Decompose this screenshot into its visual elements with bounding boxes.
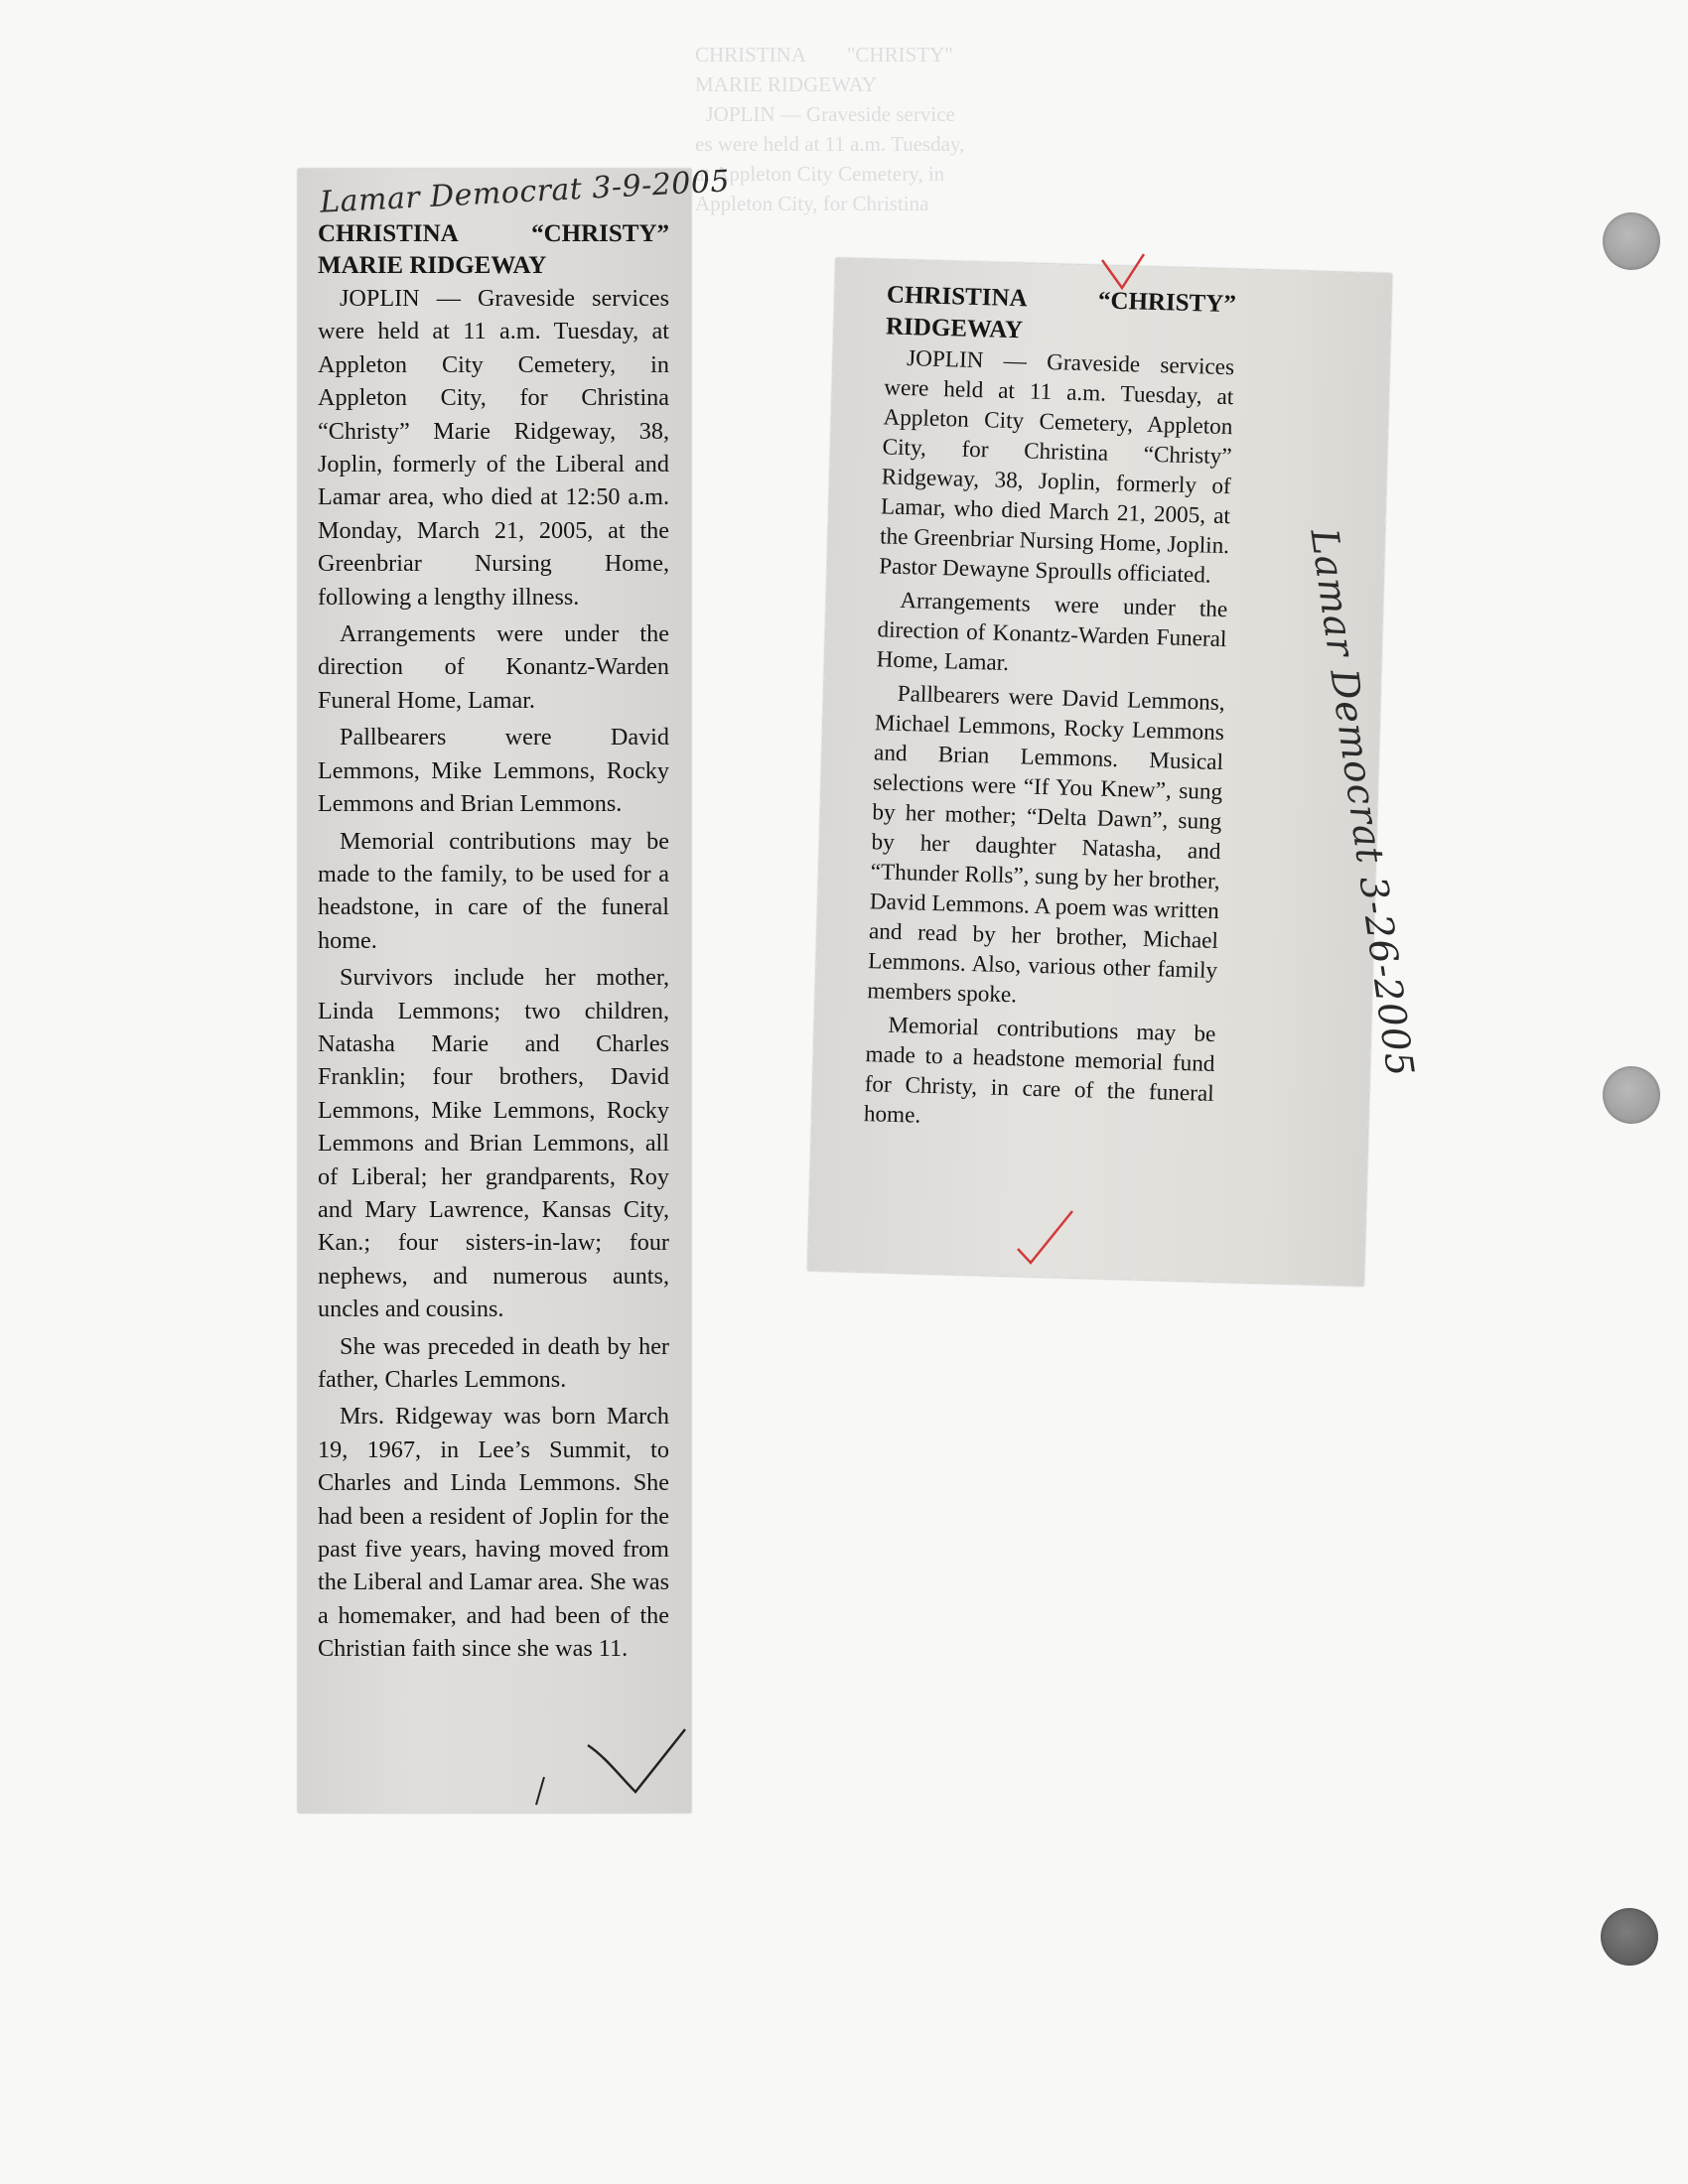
red-tick-icon — [1018, 1211, 1072, 1263]
headline-surname: MARIE RIDGEWAY — [318, 252, 547, 279]
paragraph: Memorial contributions may be made to the family, to be used for a headstone, in care of the funeral home. — [318, 827, 669, 954]
paragraph: Pallbearers were David Lemmons, Mike Lemmons, Rocky Lemmons and Brian Lemmons. — [318, 724, 669, 818]
headline-nickname: “CHRISTY” — [531, 220, 669, 247]
red-tick-icon — [1102, 254, 1144, 288]
paragraph: JOPLIN — Graveside services were held at 11 a.m. Tuesday, at Appleton City Cemetery, Appleton City, for Christina “Christy” Ridgeway, 38, Joplin, formerly of Lamar, who died March 21, 2005, at the Greenbriar Nursing Home, Joplin. Pastor Dewayne Sproulls officiated. — [878, 345, 1235, 589]
headline-first-name: CHRISTINA — [318, 220, 459, 247]
headline-first-name: CHRISTINA — [886, 281, 1029, 313]
handwritten-source-note: Lamar Democrat 3-26-2005 — [1302, 526, 1423, 1080]
paragraph: Arrangements were under the direction of Konantz-Warden Funeral Home, Lamar. — [876, 587, 1228, 677]
paragraph: Arrangements were under the direction of Konantz-Warden Funeral Home, Lamar. — [318, 620, 669, 714]
headline-surname: RIDGEWAY — [885, 313, 1024, 344]
bleed-through-text: CHRISTINA "CHRISTY" MARIE RIDGEWAY JOPLIN — Graveside service es were held at 11 a.m. Tuesday, at Appleton City Cemetery, in Appleton City, for Christina — [695, 43, 965, 215]
headline-nickname: “CHRISTY” — [1097, 287, 1237, 319]
paragraph: She was preceded in death by her father, Charles Lemmons. — [318, 1332, 669, 1393]
checkmark-icon — [536, 1777, 544, 1805]
paragraph: Pallbearers were David Lemmons, Michael Lemmons, Rocky Lemmons and Brian Lemmons. Musical selections were “If You Knew”, sung by her mother; “Delta Dawn”, sung by her daughter Natasha, and “Thunder Rolls”, sung by her brother, David Lemmons. A poem was written and read by her brother, Michael Lemmons. Also, various other family members spoke. — [867, 680, 1226, 1009]
handwritten-source-note: Lamar Democrat 3-9-2005 — [319, 164, 731, 220]
paragraph: JOPLIN — Graveside services were held at 11 a.m. Tuesday, at Appleton City Cemetery, in Appleton City, for Christina “Christy” Marie Ridgeway, 38, Joplin, formerly of the Liberal and Lamar area, who died at 12:50 a.m. Monday, March 21, 2005, at the Greenbriar Nursing Home, following a lengthy illness. — [318, 285, 669, 611]
paragraph: Mrs. Ridgeway was born March 19, 1967, in Lee’s Summit, to Charles and Linda Lemmons. She had been a resident of Joplin for the past five years, having moved from the Liberal and Lamar area. She was a homemaker, and had been of the Christian faith since she was 11. — [318, 1403, 669, 1663]
paragraph: Survivors include her mother, Linda Lemmons; two children, Natasha Marie and Charles Franklin; four brothers, David Lemmons, Mike Lemmons, Rocky Lemmons and Brian Lemmons, all of Liberal; her grandparents, Roy and Mary Lawrence, Kansas City, Kan.; four sisters-in-law; four nephews, and numerous aunts, uncles and cousins. — [318, 964, 669, 1323]
checkmark-icon — [588, 1729, 685, 1792]
paragraph: Memorial contributions may be made to a headstone memorial fund for Christy, in care of the funeral home. — [863, 1012, 1216, 1129]
